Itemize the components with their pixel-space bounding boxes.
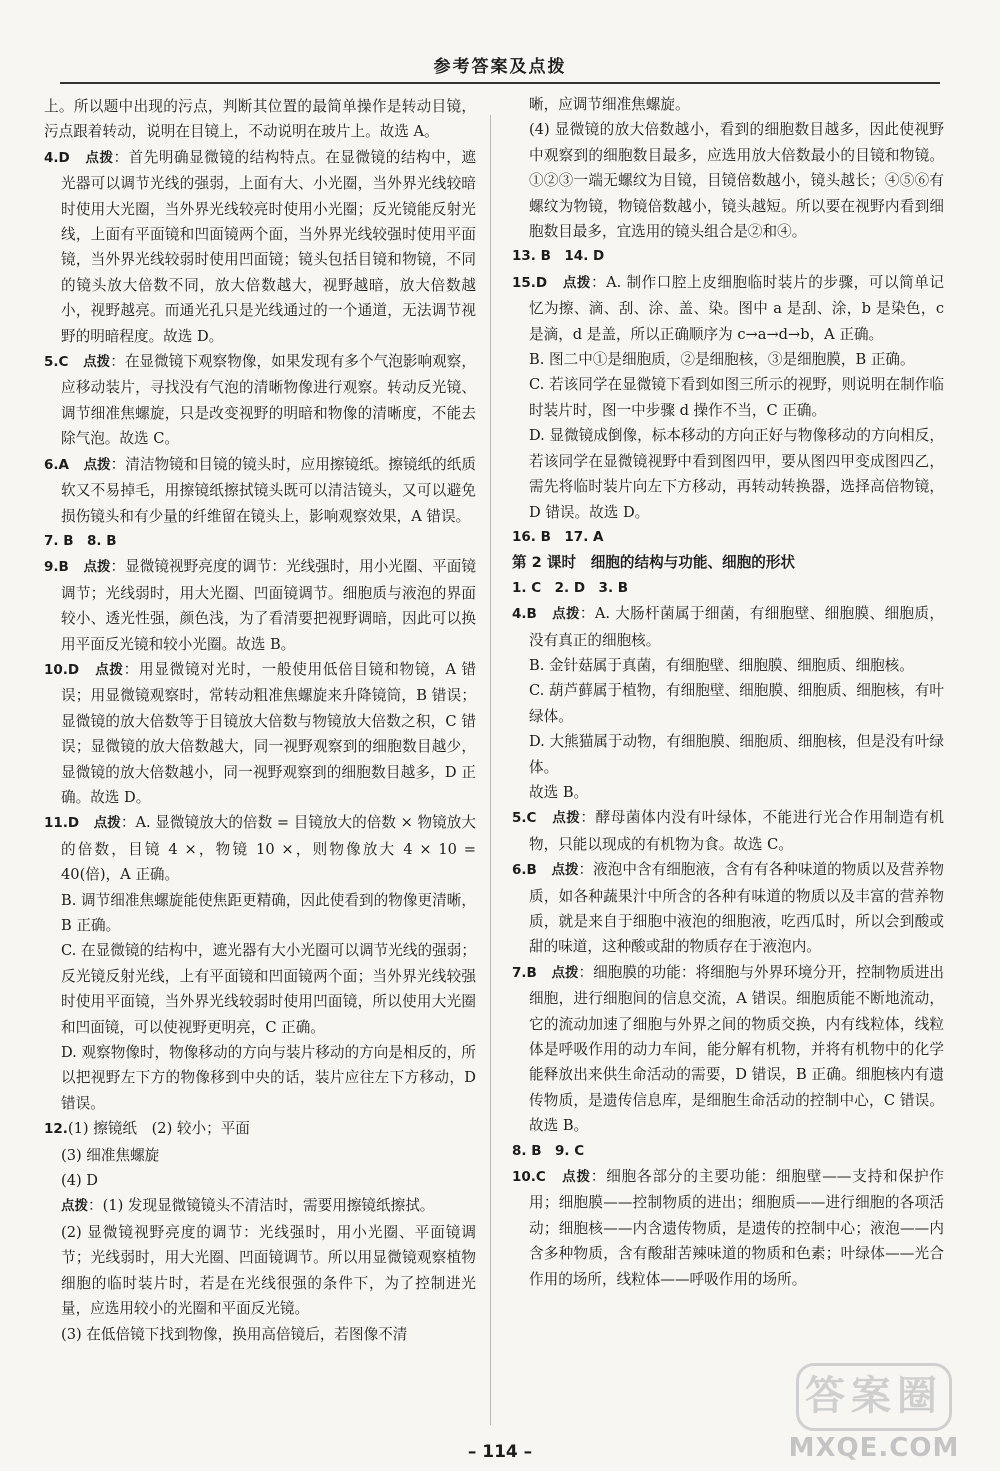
answer-11-b: B. 调节细准焦螺旋能使焦距更精确，因此使看到的物像更清晰，B 正确。: [61, 891, 476, 934]
answer-12-3: (3) 细准焦螺旋: [61, 1146, 160, 1164]
section-answer-4-d: D. 大熊猫属于动物，有细胞膜、细胞质、细胞核，但是没有叶绿体。: [529, 733, 944, 776]
answer-11-d: D. 观察物像时，物像移动的方向与装片移动的方向是相反的，所以把视野左下方的物像移到中央的话，装片应往左下方移动，D 错误。: [61, 1044, 476, 1112]
answers-8-9: 8. B 9. C: [512, 1142, 585, 1159]
answer-5: 5.C 点拨：在显微镜下观察物像，如果发现有多个气泡影响观察，应移动装片，寻找没有气泡的清晰物像进行观察。转动反光镜、调节细准焦螺旋，只是改变视野的明暗和物像的清晰度，不能去除气泡。故选 C。: [44, 353, 476, 448]
answer-12-explain-1: 点拨：(1) 发现显微镜镜头不清洁时，需要用擦镜纸擦拭。: [61, 1197, 435, 1215]
right-column: [512, 92, 944, 1292]
answers-13-14: 13. B 14. D: [512, 248, 605, 265]
answer-9: 9.B 点拨：显微镜视野亮度的调节：光线强时，用小光圈、平面镜调节；光线弱时，用大光圈、凹面镜调节。细胞质与液泡的界面较小、透光性强，颜色浅，为了看清要把视野调暗，因此可以换用平面反光镜和较小光圈。故选 B。: [44, 558, 476, 653]
answer-6: 6.A 点拨：清洁物镜和目镜的镜头时，应用擦镜纸。擦镜纸的纸质软又不易掉毛，用擦镜纸擦拭镜头既可以清洁镜头，又可以避免损伤镜头和有少量的纤维留在镜头上，影响观察效果，A 错误。: [44, 455, 476, 525]
answer-15-d: D. 显微镜成倒像，标本移动的方向正好与物像移动的方向相反，若该同学在显微镜视野中看到图四甲，要从图四甲变成图四乙，需先将临时装片向左下方移动，再转动转换器，选择高倍物镜，D 错误。故选 D。: [529, 427, 944, 521]
section-answer-7: 7.B 点拨：细胞膜的功能：将细胞与外界环境分开，控制物质进出细胞，进行细胞间的信息交流，A 错误。细胞质能不断地流动，它的流动加速了细胞与外界之间的物质交换，内有线粒体，线粒体是呼吸作用的动力车间，能分解有机物，并将有机物中的化学能释放出来供生命活动的需要，D 错误，B 正确。细胞核内有遗传物质，是遗传信息库，是细胞生命活动的控制中心，C 错误。故选 B。: [512, 963, 944, 1135]
section-answer-6: 6.B 点拨：液泡中含有细胞液，含有有各种味道的物质以及营养物质，如各种蔬果汁中所含的各种有味道的物质以及丰富的营养物质，就是来自于细胞中液泡的细胞液，吃西瓜时，所以会到酸或甜的味道，这种酸或甜的物质存在于液泡内。: [512, 861, 944, 956]
answer-15-b: B. 图二中①是细胞质，②是细胞核，③是细胞膜，B 正确。: [529, 351, 915, 369]
section-answer-5: 5.C 点拨：酵母菌体内没有叶绿体，不能进行光合作用制造有机物，只能以现成的有机物为食。故选 C。: [512, 809, 944, 853]
paragraph: 晰，应调节细准焦螺旋。: [529, 96, 690, 113]
section-answer-4-e: 故选 B。: [529, 783, 589, 801]
answers-16-17: 16. B 17. A: [512, 528, 604, 545]
header-rule: [60, 82, 940, 84]
page-number: – 114 –: [467, 1442, 533, 1462]
answer-11: 11.D 点拨：A. 显微镜放大的倍数 = 目镜放大的倍数 × 物镜放大的倍数，目镜 4 ×，物镜 10 ×，则物像放大 4 × 10 = 40(倍)，A 正确。: [44, 814, 476, 884]
answer-12-explain-3: (3) 在低倍镜下找到物像，换用高倍镜后，若图像不清: [61, 1325, 408, 1343]
watermark-site: MXQE.COM: [788, 1433, 960, 1463]
answer-12-4: (4) D: [61, 1172, 99, 1190]
column-divider: [490, 115, 491, 1425]
paragraph: 上。所以题中出现的污点，判断其位置的最简单操作是转动目镜，污点跟着转动，说明在目镜上，不动说明在玻片上。故选 A。: [44, 98, 476, 141]
left-column: [44, 94, 476, 1347]
page-header-title: 参考答案及点拨: [433, 57, 567, 77]
answer-12-explain-2: (2) 显微镜视野亮度的调节：光线强时，用小光圈、平面镜调节；光线弱时，用大光圈、凹面镜调节。所以用显微镜观察植物细胞的临时装片时，若是在光线很强的条件下，为了控制进光量，应选用较小的光圈和平面反光镜。: [61, 1223, 476, 1318]
paragraph: (4) 显微镜的放大倍数越小，看到的细胞数目越多，因此使视野中观察到的细胞数目最多，应选用放大倍数最小的目镜和物镜。①②③一端无螺纹为目镜，目镜倍数越小，镜头越长；④⑤⑥有螺纹为物镜，物镜倍数越小，镜头越短。所以要在视野内看到细胞数目最多，宜选用的镜头组合是②和④。: [529, 121, 944, 241]
answers-1-3: 1. C 2. D 3. B: [512, 579, 629, 596]
answer-15: 15.D 点拨：A. 制作口腔上皮细胞临时装片的步骤，可以简单记忆为擦、滴、刮、涂、盖、染。图中 a 是刮、涂，b 是染色，c 是滴，d 是盖，所以正确顺序为 c→a→d→b，A 正确。: [512, 273, 944, 343]
watermark: [774, 1363, 974, 1463]
section-title: 第 2 课时 细胞的结构与功能、细胞的形状: [512, 554, 796, 572]
answer-12: 12.(1) 擦镜纸 (2) 较小；平面: [44, 1120, 250, 1138]
watermark-logo: 答案圈: [796, 1363, 952, 1431]
answer-4: 4.D 点拨：首先明确显微镜的结构特点。在显微镜的结构中，遮光器可以调节光线的强弱，上面有大、小光圈，当外界光线较暗时使用大光圈，当外界光线较亮时使用小光圈；反光镜能反射光线，上面有平面镜和凹面镜两个面，当外界光线较强时使用平面镜，当外界光线较弱时使用凹面镜；镜头包括目镜和物镜，不同的镜头放大倍数不同，放大倍数越大，视野越暗，放大倍数越小，视野越亮。而通光孔只是光线通过的一个通道，无法调节视野的明暗程度。故选 D。: [44, 148, 476, 345]
section-answer-4: 4.B 点拨：A. 大肠杆菌属于细菌，有细胞壁、细胞膜、细胞质，没有真正的细胞核。: [512, 605, 944, 649]
section-answer-10: 10.C 点拨：细胞各部分的主要功能：细胞壁——支持和保护作用；细胞膜——控制物质的进出；细胞质——进行细胞的各项活动；细胞核——内含遗传物质，是遗传的控制中心；液泡——内含多种物质，含有酸甜苦辣味道的物质和色素；叶绿体——光合作用的场所，线粒体——呼吸作用的场所。: [512, 1168, 944, 1288]
section-answer-4-b: B. 金针菇属于真菌，有细胞壁、细胞膜、细胞质、细胞核。: [529, 656, 914, 674]
answer-11-c: C. 在显微镜的结构中，遮光器有大小光圈可以调节光线的强弱；反光镜反射光线，上有平面镜和凹面镜两个面；当外界光线较强时使用平面镜，当外界光线较弱时使用凹面镜，所以使用大光圈和凹面镜，可以使视野更明亮，C 正确。: [61, 942, 476, 1036]
answer-10: 10.D 点拨：用显微镜对光时，一般使用低倍目镜和物镜，A 错误；用显微镜观察时，常转动粗准焦螺旋来升降镜筒，B 错误；显微镜的放大倍数等于目镜放大倍数与物镜放大倍数之积，C 错误；显微镜的放大倍数越大，同一视野观察到的细胞数目越少，显微镜的放大倍数越小，同一视野观察到的细胞数目越多，D 正确。故选 D。: [44, 660, 476, 806]
section-answer-4-c: C. 葫芦藓属于植物，有细胞壁、细胞膜、细胞质、细胞核，有叶绿体。: [529, 682, 944, 725]
answer-15-c: C. 若该同学在显微镜下看到如图三所示的视野，则说明在制作临时装片时，图一中步骤 d 操作不当，C 正确。: [529, 376, 944, 419]
answers-7-8: 7. B 8. B: [44, 532, 117, 549]
